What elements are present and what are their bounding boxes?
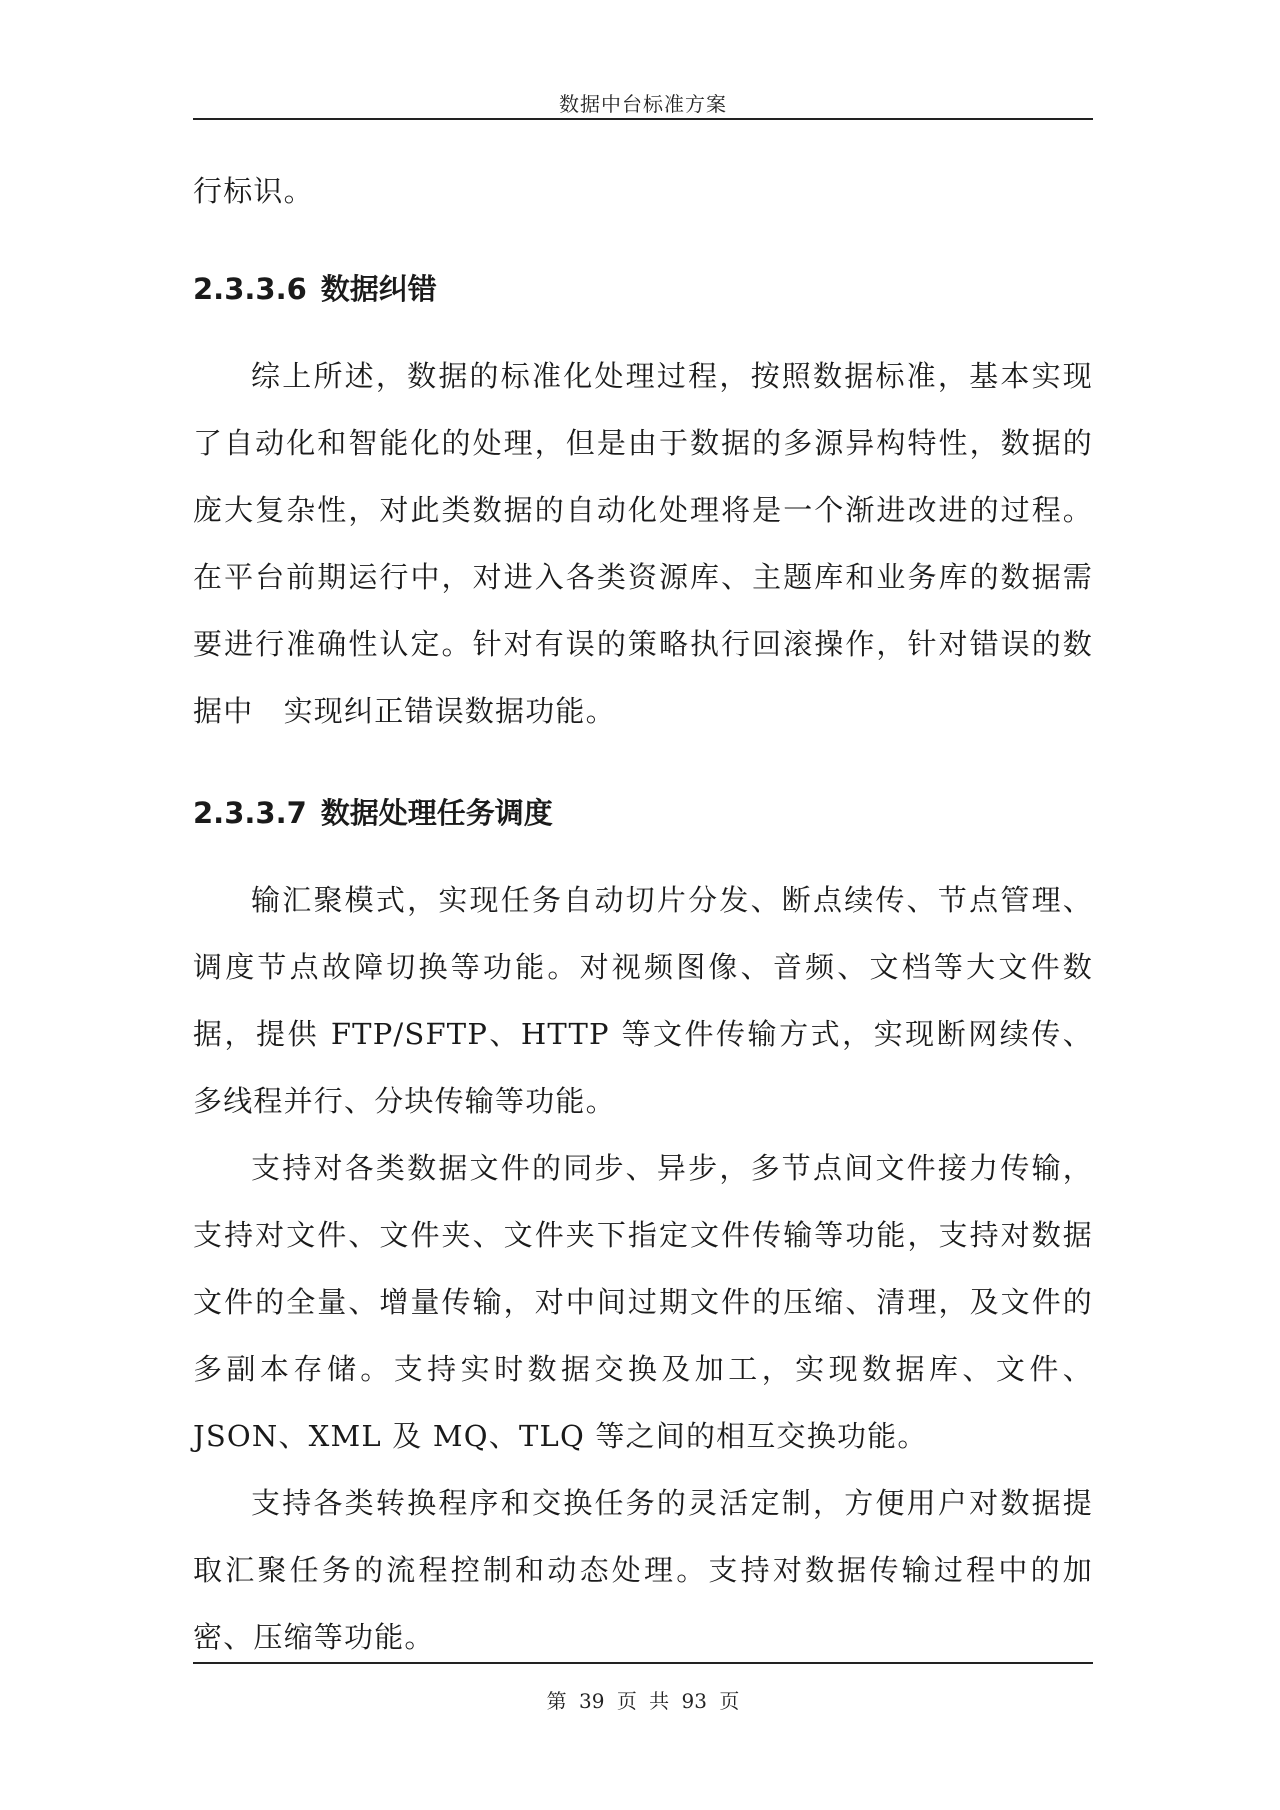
continued-text: 行标识。 (193, 174, 314, 208)
section-body-2-3-3-7 (193, 867, 1093, 1671)
section-body-2-3-3-6 (193, 343, 1093, 745)
body-paragraph: 支持对各类数据文件的同步、异步，多节点间文件接力传输，支持对文件、文件夹、文件夹下指定文件传输等功能，支持对数据文件的全量、增量传输，对中间过期文件的压缩、清理，及文件的多副本存储。支持实时数据交换及加工，实现数据库、文件、JSON、XML 及 MQ、TLQ 等之间的相互交换功能。 (193, 1151, 1093, 1453)
header-rule (193, 118, 1093, 120)
body-paragraph: 支持各类转换程序和交换任务的灵活定制，方便用户对数据提取汇聚任务的流程控制和动态处理。支持对数据传输过程中的加密、压缩等功能。 (193, 1486, 1093, 1654)
footer-rule (193, 1662, 1093, 1664)
running-header: 数据中台标准方案 (559, 92, 727, 116)
page-number-footer: 第 39 页 共 93 页 (546, 1689, 740, 1713)
section-heading-2-3-3-6 (193, 269, 1093, 309)
section-heading-2-3-3-7 (193, 793, 1093, 833)
section-title: 数据处理任务调度 (320, 796, 553, 830)
section-number: 2.3.3.7 (193, 796, 307, 830)
body-paragraph: 输汇聚模式，实现任务自动切片分发、断点续传、节点管理、调度节点故障切换等功能。对视频图像、音频、文档等大文件数据，提供 FTP/SFTP、HTTP 等文件传输方式，实现断网续传、多线程并行、分块传输等功能。 (193, 883, 1093, 1118)
section-title: 数据纠错 (320, 272, 437, 306)
page-content (193, 158, 1093, 1671)
section-number: 2.3.3.6 (193, 272, 307, 306)
body-paragraph: 综上所述，数据的标准化处理过程，按照数据标准，基本实现了自动化和智能化的处理，但是由于数据的多源异构特性，数据的庞大复杂性，对此类数据的自动化处理将是一个渐进改进的过程。在平台前期运行中，对进入各类资源库、主题库和业务库的数据需要进行准确性认定。针对有误的策略执行回滚操作，针对错误的数据中 实现纠正错误数据功能。 (193, 359, 1093, 728)
